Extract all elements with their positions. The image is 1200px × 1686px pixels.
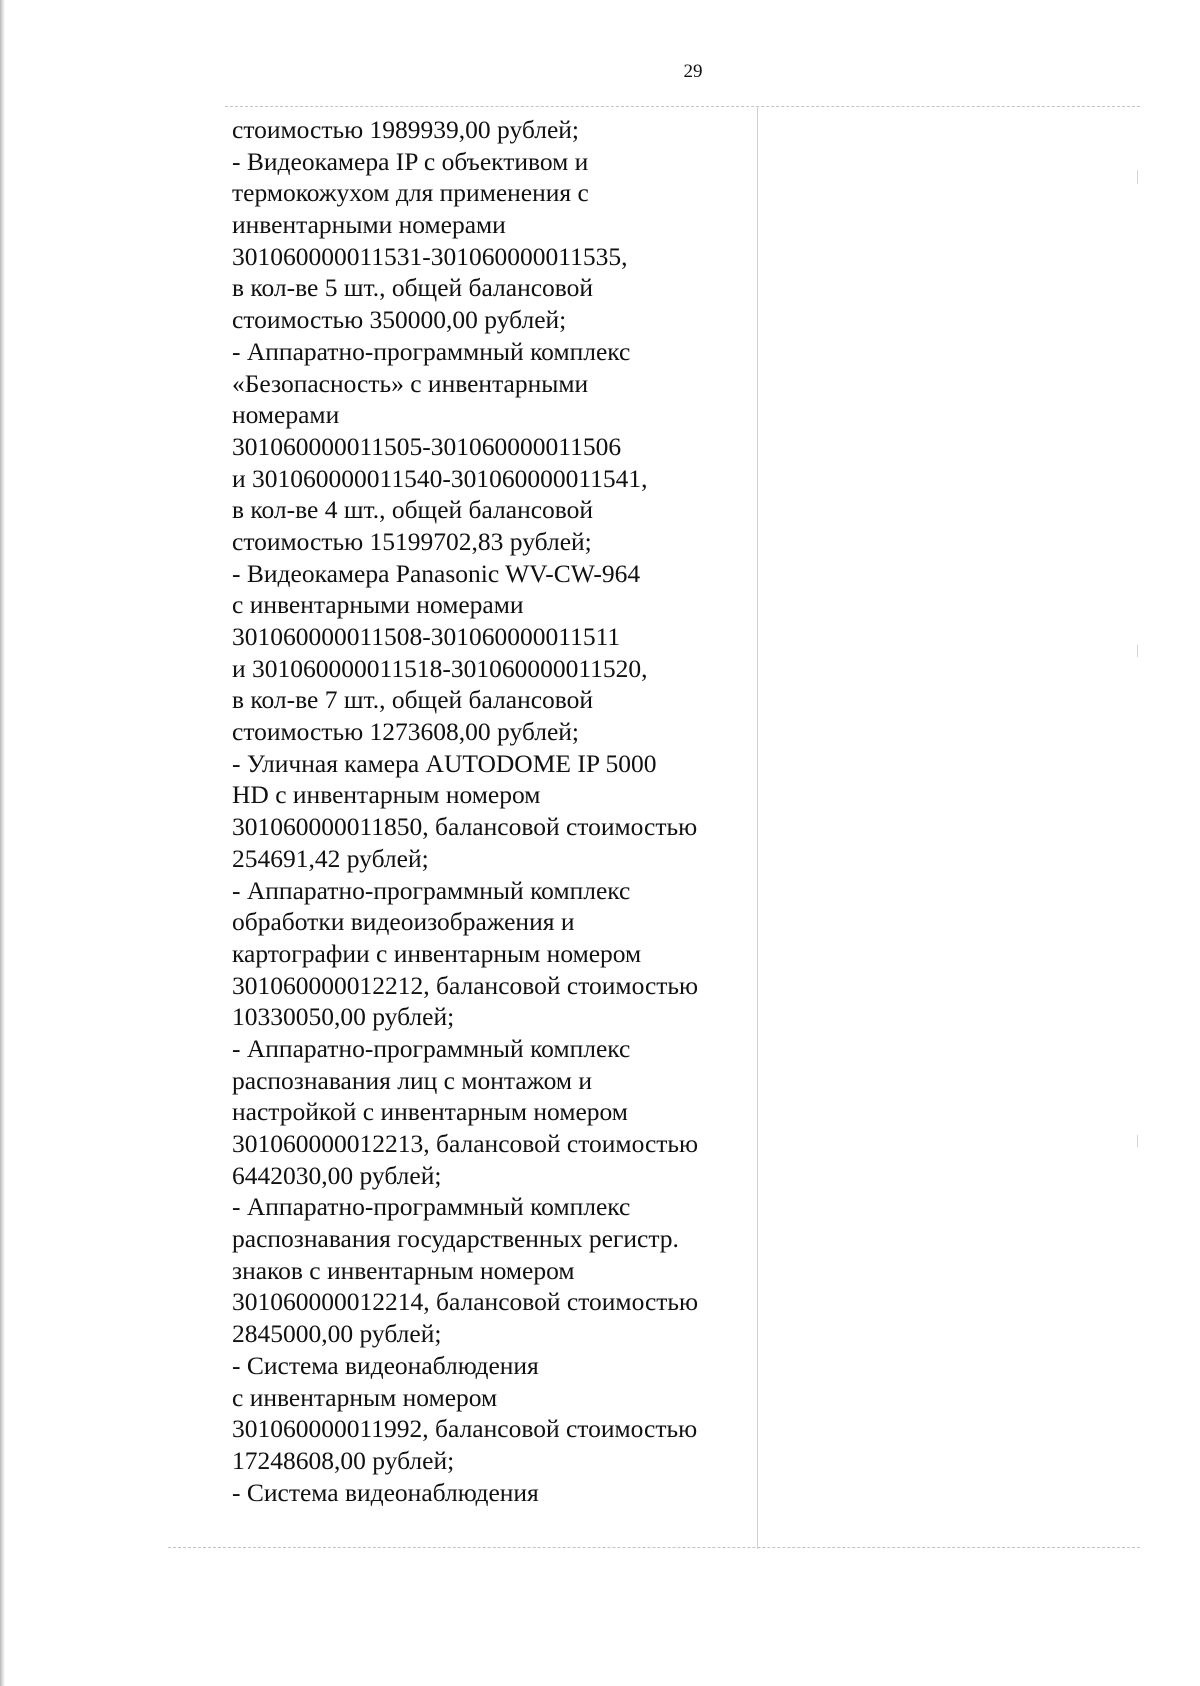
table-top-rule [225,106,1140,107]
text-line: инвентарными номерами [232,210,506,240]
text-line: 301060000012214, балансовой стоимостью [232,1287,699,1317]
page-number: 29 [683,61,703,82]
text-line: «Безопасность» с инвентарными [232,368,589,398]
text-line: и 301060000011540-301060000011541, [232,463,648,493]
text-line: 301060000011992, балансовой стоимостью [232,1414,698,1444]
text-line: 301060000012212, балансовой стоимостью [232,970,699,1000]
text-line: 254691,42 рублей; [232,843,429,873]
text-line: в кол-ве 4 шт., общей балансовой [232,495,594,525]
text-line: 10330050,00 рублей; [232,1002,455,1032]
text-line: - Аппаратно-программный комплекс [232,875,631,905]
text-line: - Уличная камера AUTODOME IP 5000 [232,748,657,778]
text-line: 301060000011508-301060000011511 [232,622,621,651]
text-line: распознавания государственных регистр. [232,1224,679,1254]
text-line: 2845000,00 рублей; [232,1319,442,1349]
text-line: - Аппаратно-программный комплекс [232,1192,631,1222]
text-line: картографии с инвентарным номером [232,938,642,968]
text-line: и 301060000011518-301060000011520, [232,653,648,683]
text-line: - Система видеонаблюдения [232,1350,539,1380]
text-line: в кол-ве 5 шт., общей балансовой [232,273,594,303]
text-line: 17248608,00 рублей; [232,1445,455,1475]
scan-mark [1137,170,1138,184]
text-line: в кол-ве 7 шт., общей балансовой [232,685,594,715]
text-line: стоимостью 15199702,83 рублей; [232,526,592,556]
text-line: обработки видеоизображения и [232,907,575,937]
text-line: - Видеокамера Panasonic WV-CW-964 [232,558,641,588]
text-line: номерами [232,400,340,430]
text-line: - Видеокамера IP с объективом и [232,146,589,176]
text-line: термокожухом для применения с [232,178,589,208]
text-line: - Система видеонаблюдения [232,1477,539,1507]
text-line: стоимостью 1273608,00 рублей; [232,717,580,747]
text-line: HD с инвентарным номером [232,780,541,810]
text-line: 301060000011505-301060000011506 [232,431,622,461]
text-line: стоимостью 350000,00 рублей; [232,305,567,335]
text-line: с инвентарным номером [232,1382,498,1412]
text-line: настройкой с инвентарным номером [232,1097,628,1127]
text-line: 301060000011531-301060000011535, [232,241,628,271]
text-line: с инвентарными номерами [232,590,524,620]
text-line: - Аппаратно-программный комплекс [232,1033,631,1063]
scan-mark [1137,1135,1138,1147]
scan-edge [0,0,5,1686]
scan-mark [1137,645,1138,657]
text-line: - Аппаратно-программный комплекс [232,336,631,366]
table-bottom-rule [168,1547,1140,1548]
text-line: 301060000012213, балансовой стоимостью [232,1129,699,1158]
text-line: стоимостью 1989939,00 рублей; [232,115,580,144]
text-line: распознавания лиц с монтажом и [232,1065,593,1095]
text-line: знаков с инвентарным номером [232,1255,575,1285]
text-line: 301060000011850, балансовой стоимостью [232,812,698,842]
text-line: 6442030,00 рублей; [232,1160,442,1190]
equipment-list-cell [232,114,762,1508]
